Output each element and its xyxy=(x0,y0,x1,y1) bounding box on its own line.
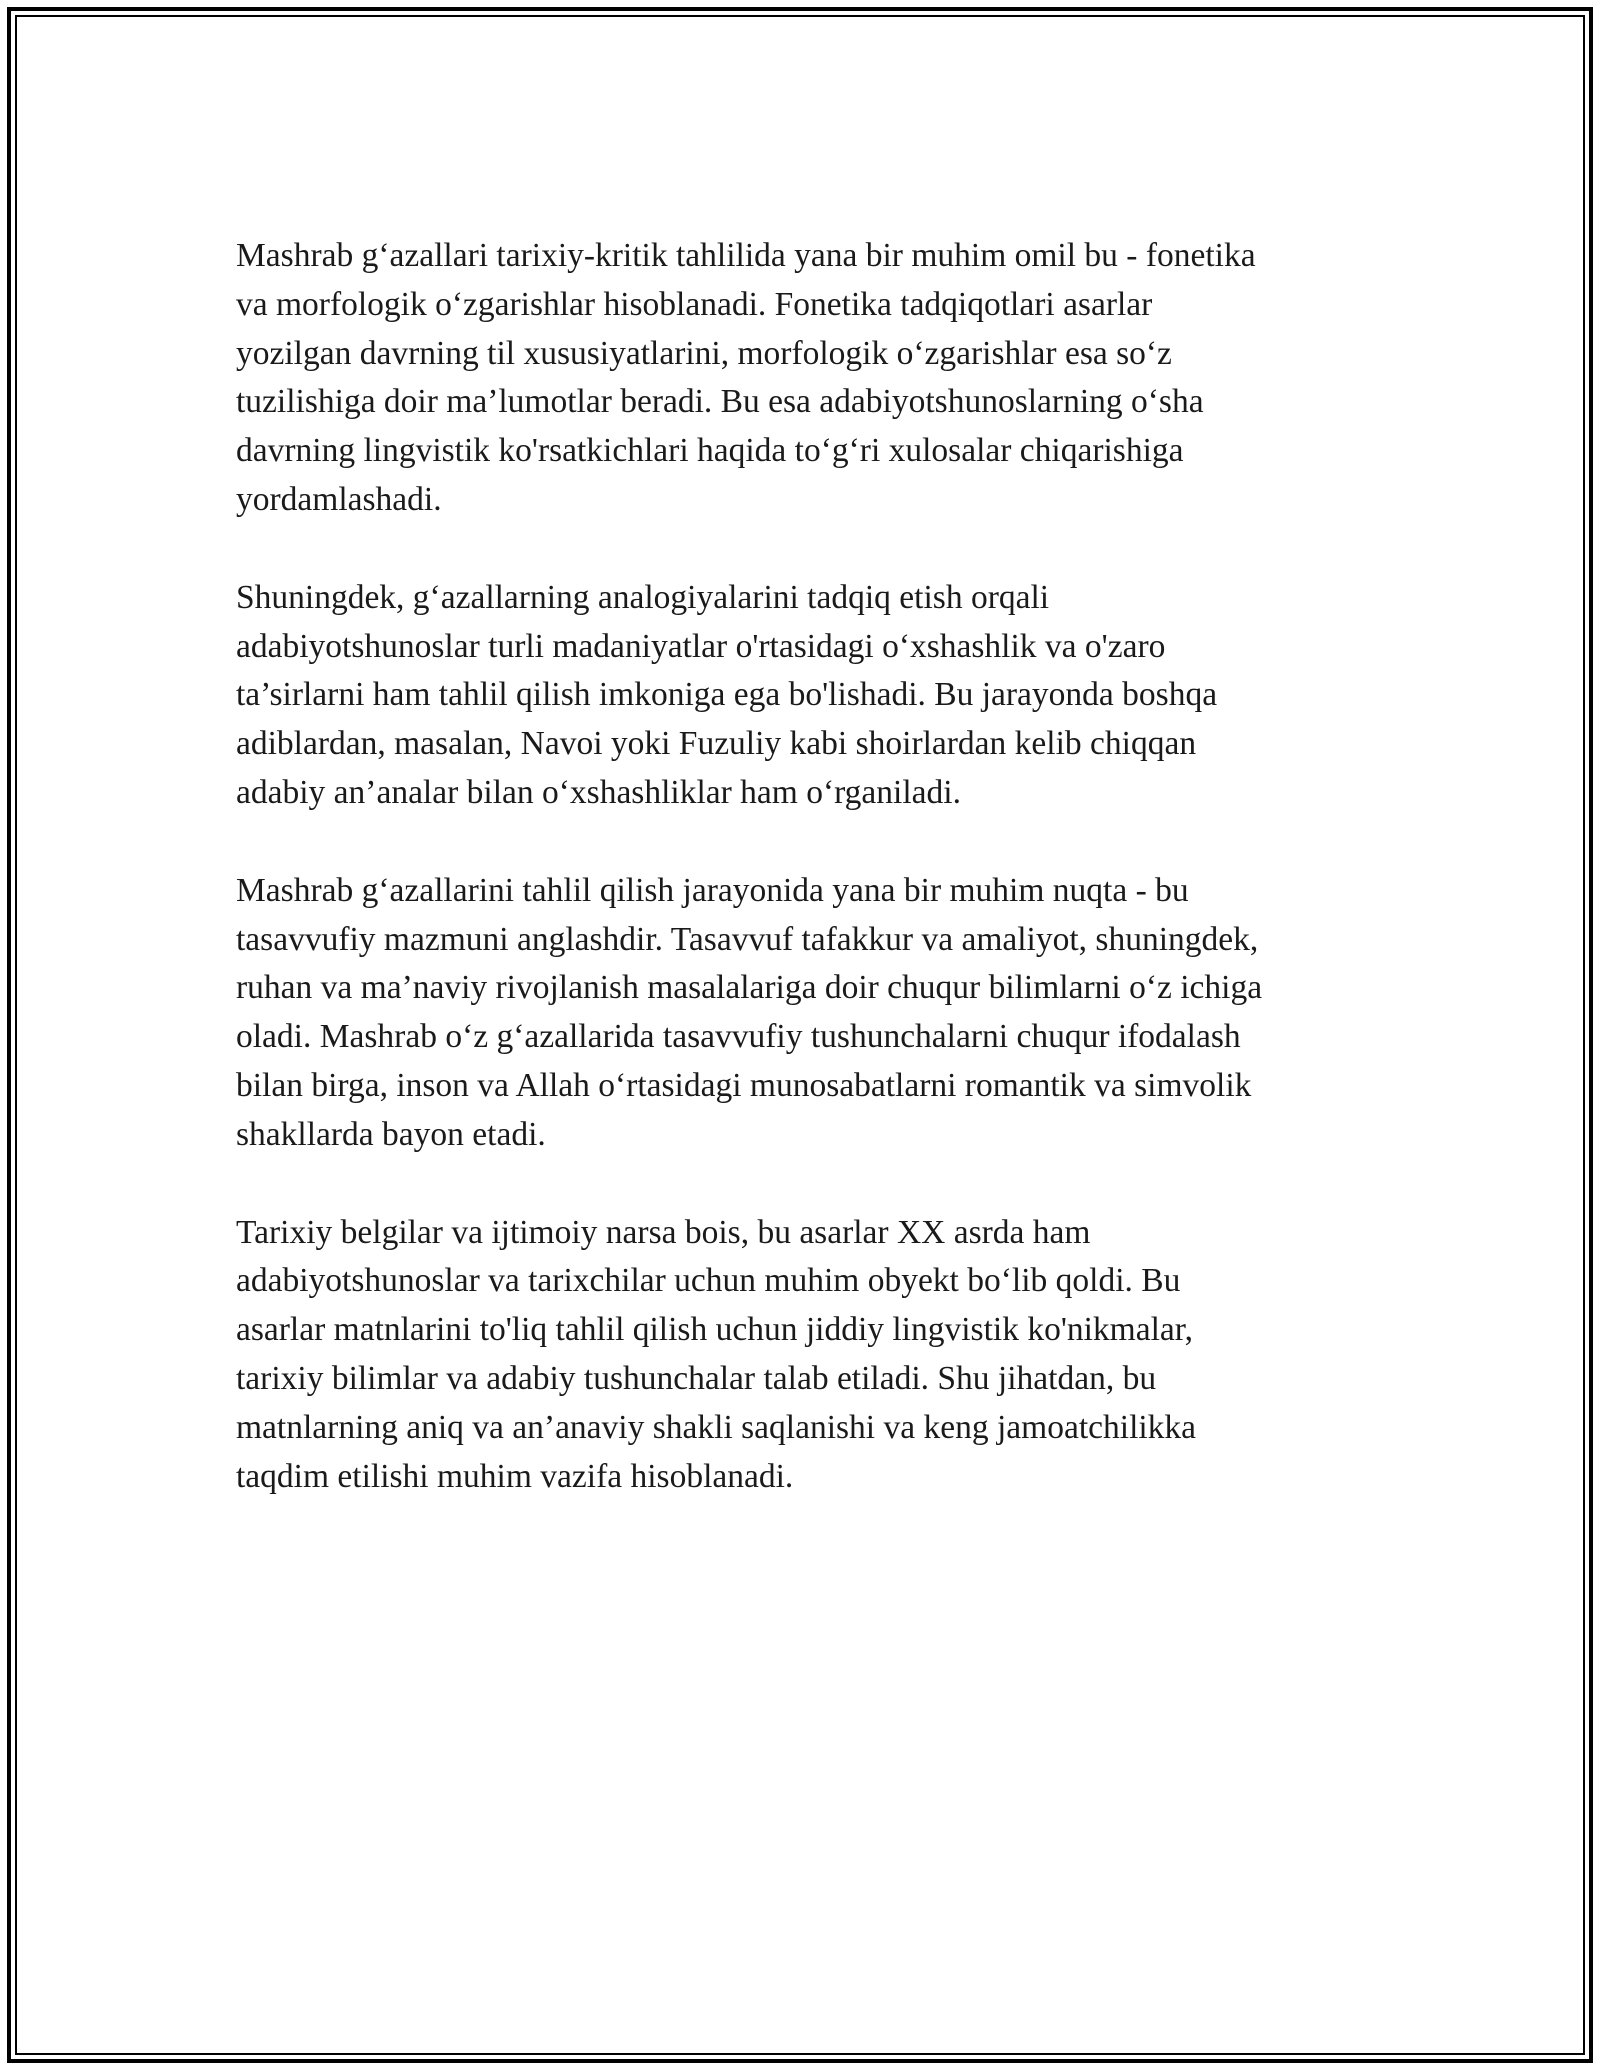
paragraph-1: Mashrab g‘azallari tarixiy-kritik tahlilida yana bir muhim omil bu - fonetika va morfologik o‘zgarishlar hisoblanadi. Fonetika tadqiqotlari asarlar yozilgan davrning til xususiyatlarini, morfologik o‘zgarishlar esa so‘z tuzilishiga doir ma’lumotlar beradi. Bu esa adabiyotshunoslarning o‘sha davrning lingvistik ko'rsatkichlari haqida to‘g‘ri xulosalar chiqarishiga yordamlashadi. xyxy=(236,237,1256,518)
paragraph-3: Mashrab g‘azallarini tahlil qilish jarayonida yana bir muhim nuqta - bu tasavvufiy mazmuni anglashdir. Tasavvuf tafakkur va amaliyot, shuningdek, ruhan va ma’naviy rivojlanish masalalariga doir chuqur bilimlarni o‘z ichiga oladi. Mashrab o‘z g‘azallarida tasavvufiy tushunchalarni chuqur ifodalash bilan birga, inson va Allah o‘rtasidagi munosabatlarni romantik va simvolik shakllarda bayon etadi. xyxy=(236,871,1263,1153)
document-body xyxy=(236,232,1376,1550)
paragraph-2: Shuningdek, g‘azallarning analogiyalarini tadqiq etish orqali adabiyotshunoslar turli madaniyatlar o'rtasidagi o‘xshashlik va o'zaro ta’sirlarni ham tahlil qilish imkoniga ega bo'lishadi. Bu jarayonda boshqa adiblardan, masalan, Navoi yoki Fuzuliy kabi shoirlardan kelib chiqqan adabiy an’analar bilan o‘xshashliklar ham o‘rganiladi. xyxy=(236,578,1218,811)
paragraph-4: Tarixiy belgilar va ijtimoiy narsa bois, bu asarlar XX asrda ham adabiyotshunoslar va tarixchilar uchun muhim obyekt bo‘lib qoldi. Bu asarlar matnlarini to'liq tahlil qilish uchun jiddiy lingvistik ko'nikmalar, tarixiy bilimlar va adabiy tushunchalar talab etiladi. Shu jihatdan, bu matnlarning aniq va an’anaviy shakli saqlanishi va keng jamoatchilikka taqdim etilishi muhim vazifa hisoblanadi. xyxy=(236,1213,1197,1495)
